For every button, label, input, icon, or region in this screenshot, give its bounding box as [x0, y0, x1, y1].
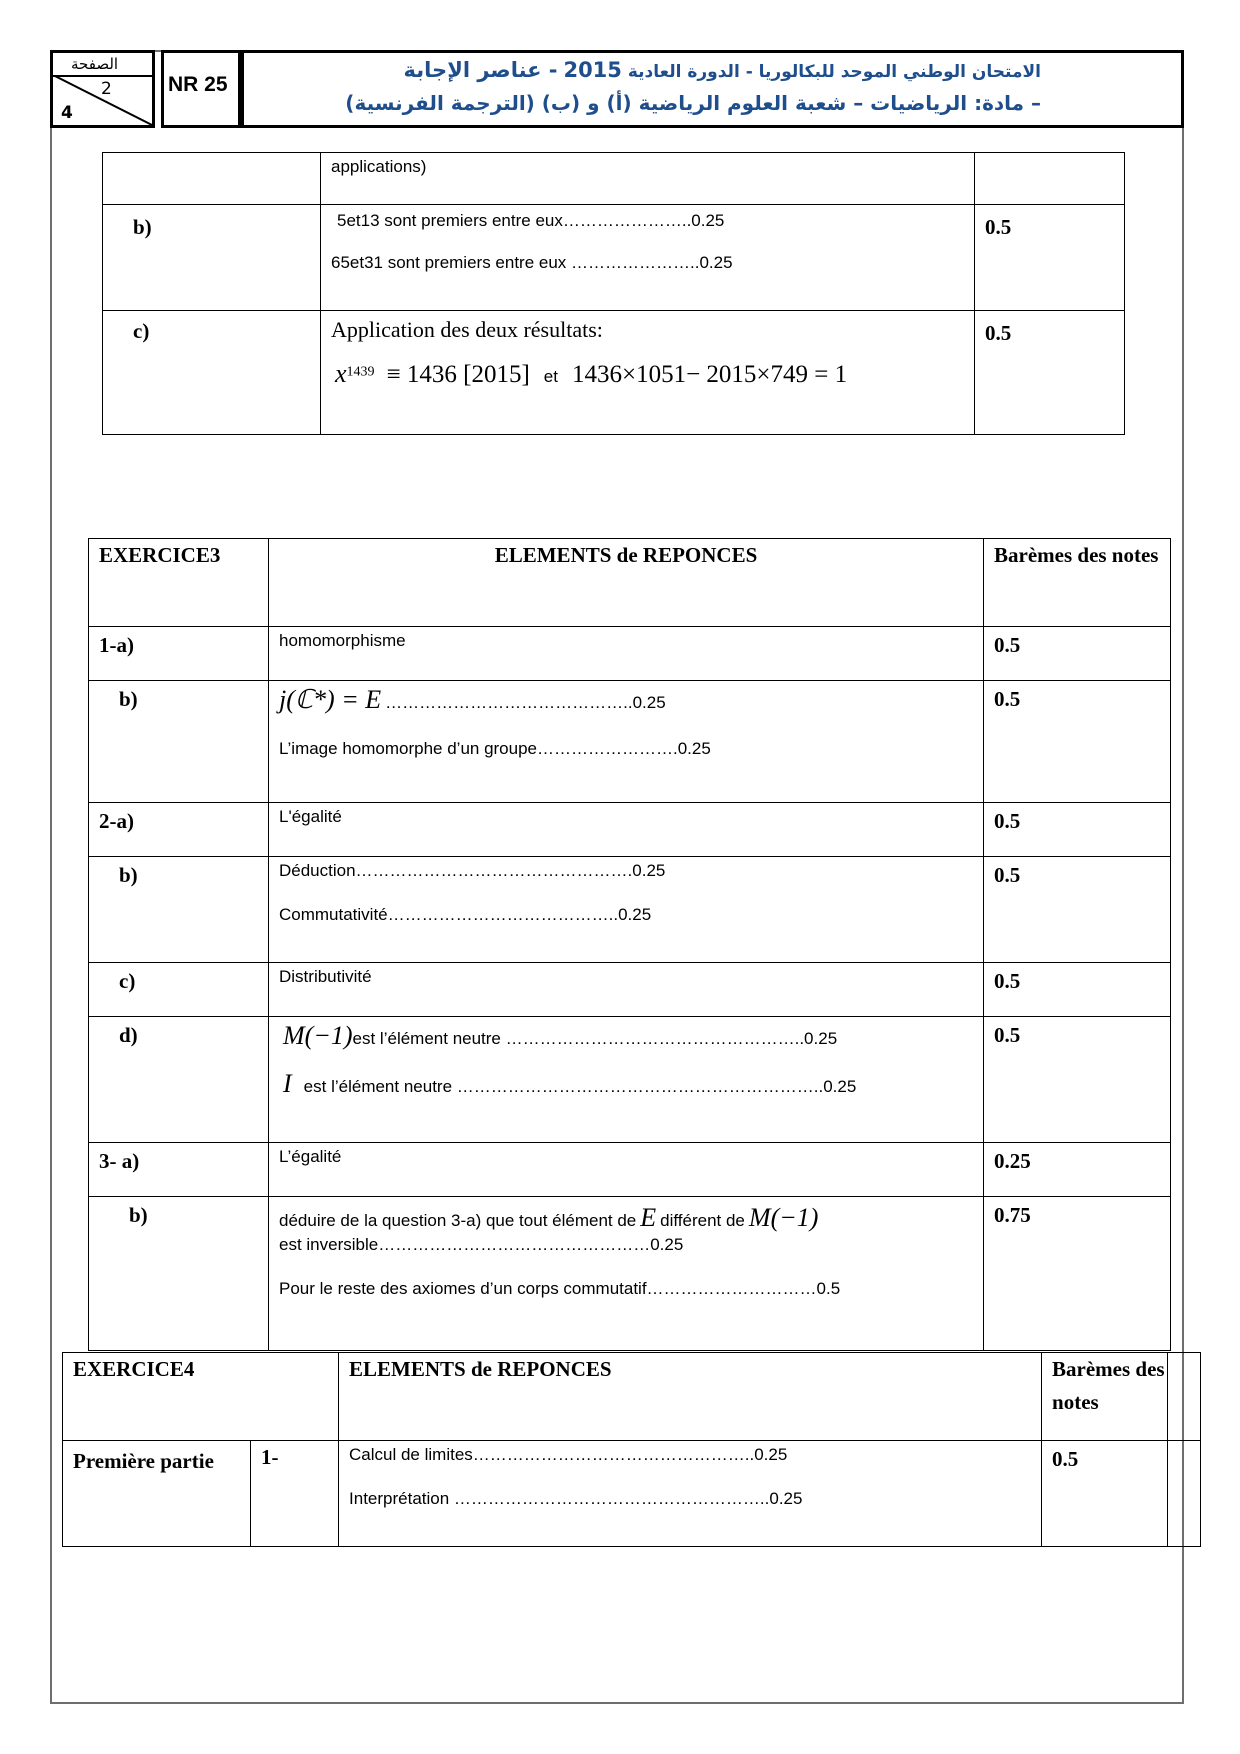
- question-label: b): [133, 215, 152, 239]
- question-label: 3- a): [99, 1149, 140, 1173]
- points-header: Barèmes des notes: [994, 543, 1159, 567]
- elements-header: ELEMENTS de REPONCES: [349, 1357, 612, 1381]
- exam-title-line2: – مادة: الرياضيات – شعبة العلوم الرياضية (أ) و (ب) (الترجمة الفرنسية): [345, 91, 1041, 115]
- points-value: 0.5: [994, 687, 1021, 711]
- points-value: 0.5: [1052, 1447, 1079, 1471]
- exercise-title: EXERCICE3: [99, 543, 221, 567]
- points-value: 0.25: [994, 1149, 1031, 1173]
- answer-line: M(−1)est l’élément neutre ……………………………………………..0.25: [283, 1021, 838, 1050]
- answer-line: Commutativité…………………………………..0.25: [279, 905, 652, 924]
- page-total: 4: [61, 103, 73, 123]
- table-row: [63, 1441, 1201, 1547]
- points-value: 0.5: [994, 863, 1021, 887]
- points-value: 0.75: [994, 1203, 1031, 1227]
- part-label: Première partie: [73, 1449, 214, 1473]
- exercise3-table: [88, 538, 1171, 1351]
- exercise4-table: [62, 1352, 1201, 1547]
- elements-header: ELEMENTS de REPONCES: [494, 543, 758, 567]
- answer-line: Distributivité: [279, 967, 372, 986]
- points-value: 0.5: [985, 321, 1012, 345]
- table-header-row: [63, 1353, 1201, 1441]
- table-row: [89, 857, 1171, 963]
- question-label: 1-a): [99, 633, 134, 657]
- exam-title-box: [241, 50, 1184, 128]
- exercise2-table: [102, 152, 1125, 435]
- exam-code-box: [161, 50, 241, 128]
- congruence-formula: $x^{1439} \equiv 1436$ [2015] et 1436×1051− 2015×749 = 1: [335, 359, 848, 388]
- exercise-title: EXERCICE4: [73, 1357, 195, 1381]
- question-label: d): [119, 1023, 138, 1047]
- question-label: c): [133, 319, 150, 343]
- answer-line: Calcul de limites…………………………………………..0.25: [349, 1445, 788, 1464]
- table-row: [89, 1197, 1171, 1351]
- page-number-box: [50, 50, 155, 128]
- question-label: 2-a): [99, 809, 134, 833]
- points-value: 0.5: [994, 969, 1021, 993]
- answer-line: Pour le reste des axiomes d’un corps commutatif…………………………0.5: [279, 1279, 841, 1298]
- answer-line: L'égalité: [279, 807, 342, 826]
- page-current: 2: [101, 79, 112, 99]
- points-value: 0.5: [985, 215, 1012, 239]
- table-row: [103, 205, 1125, 311]
- table-row: [89, 627, 1171, 681]
- exam-code: NR 25: [168, 73, 228, 96]
- table-row: [89, 681, 1171, 803]
- answer-line: L’image homomorphe d’un groupe…………………….0.25: [279, 739, 711, 758]
- row-content: applications): [331, 157, 427, 176]
- question-label: 1-: [261, 1445, 279, 1469]
- answer-line: Interprétation ………………………………………………..0.25: [349, 1489, 803, 1508]
- table-row: [103, 153, 1125, 205]
- table-row: [89, 1143, 1171, 1197]
- answer-line: I est l’élément neutre ………………………………………………………..0.25: [283, 1069, 857, 1098]
- table-row: [89, 1017, 1171, 1143]
- answer-line: Déduction………………………………………….0.25: [279, 861, 666, 880]
- question-label: b): [119, 863, 138, 887]
- question-label: b): [119, 687, 138, 711]
- table-header-row: [89, 539, 1171, 627]
- answer-line: homomorphisme: [279, 631, 406, 650]
- question-label: b): [129, 1203, 148, 1227]
- points-header: Barèmes des notes: [1052, 1357, 1165, 1414]
- exam-title-line1: الامتحان الوطني الموحد للبكالوريا - الدورة العادية 2015 - عناصر الإجابة: [403, 58, 1041, 82]
- table-row: [89, 803, 1171, 857]
- points-value: 0.5: [994, 1023, 1021, 1047]
- points-value: 0.5: [994, 809, 1021, 833]
- points-value: 0.5: [994, 633, 1021, 657]
- answer-line: 5et13 sont premiers entre eux…………………..0.25: [337, 211, 725, 230]
- answer-line: L’égalité: [279, 1147, 342, 1166]
- question-label: c): [119, 969, 136, 993]
- answer-line: déduire de la question 3-a) que tout élément de E différent de M(−1): [279, 1203, 819, 1232]
- answer-line: 65et31 sont premiers entre eux …………………..0.25: [331, 253, 733, 272]
- page-word: الصفحة: [71, 55, 119, 73]
- answer-line: Application des deux résultats:: [331, 317, 603, 342]
- answer-line: j(ℂ*) = E ……………………………………..0.25: [279, 685, 666, 714]
- table-row: [103, 311, 1125, 435]
- table-row: [89, 963, 1171, 1017]
- answer-line: est inversible…………………………………………0.25: [279, 1235, 684, 1254]
